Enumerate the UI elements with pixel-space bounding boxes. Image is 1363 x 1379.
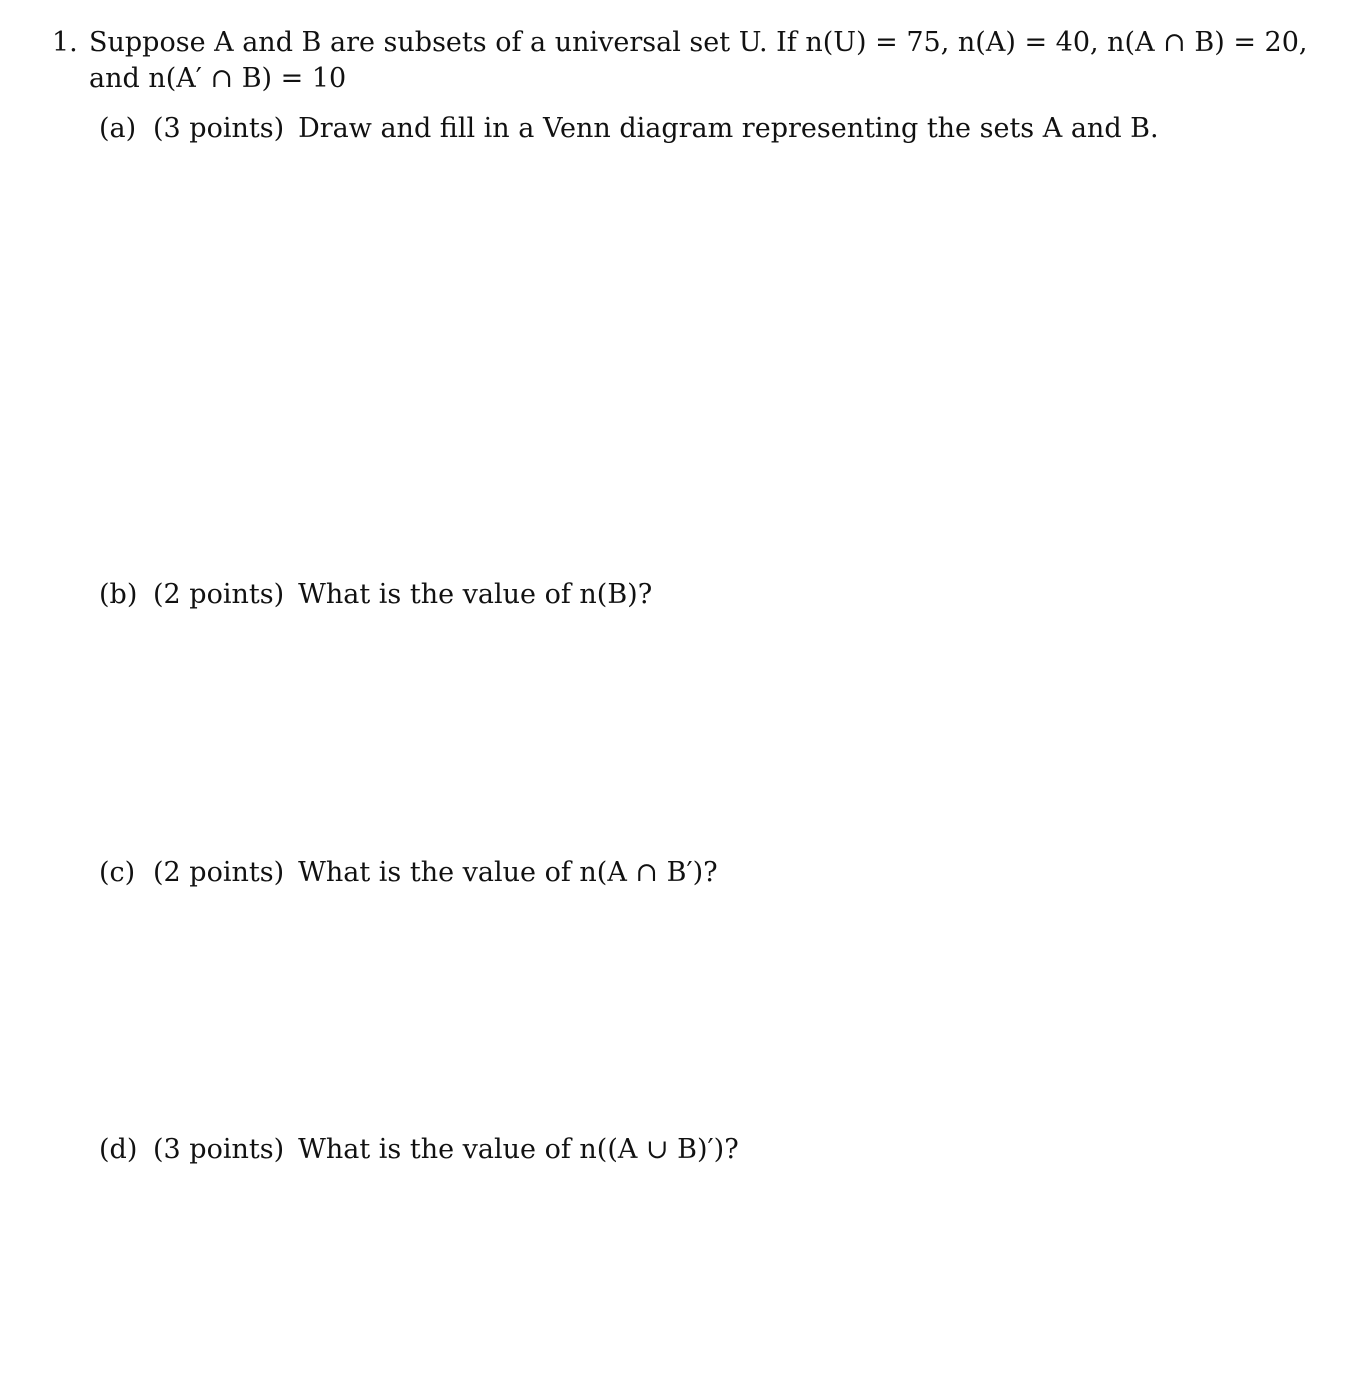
question-stem-line-1: Suppose A and B are subsets of a universal set U. If n(U) = 75, n(A) = 40, n(A ∩ B) = 20,	[89, 27, 1308, 58]
question-stem-line-2: and n(A′ ∩ B) = 10	[89, 63, 347, 94]
question-number: 1.	[52, 27, 78, 58]
part-d-label: (d)	[99, 1134, 138, 1165]
part-c-points: (2 points)	[153, 857, 285, 888]
part-b-text: What is the value of n(B)?	[298, 579, 653, 610]
part-d-text: What is the value of n((A ∪ B)′)?	[298, 1134, 739, 1165]
part-b	[99, 577, 652, 613]
part-b-label: (b)	[99, 579, 138, 610]
part-a	[99, 111, 1159, 147]
part-d	[99, 1132, 739, 1168]
part-d-points: (3 points)	[153, 1134, 285, 1165]
part-c-label: (c)	[99, 857, 136, 888]
part-c-text: What is the value of n(A ∩ B′)?	[298, 857, 718, 888]
question-stem	[89, 25, 1329, 97]
part-c	[99, 855, 718, 891]
part-b-points: (2 points)	[153, 579, 285, 610]
part-a-text: Draw and fill in a Venn diagram representing the sets A and B.	[298, 113, 1159, 144]
part-a-label: (a)	[99, 113, 137, 144]
part-a-points: (3 points)	[153, 113, 285, 144]
